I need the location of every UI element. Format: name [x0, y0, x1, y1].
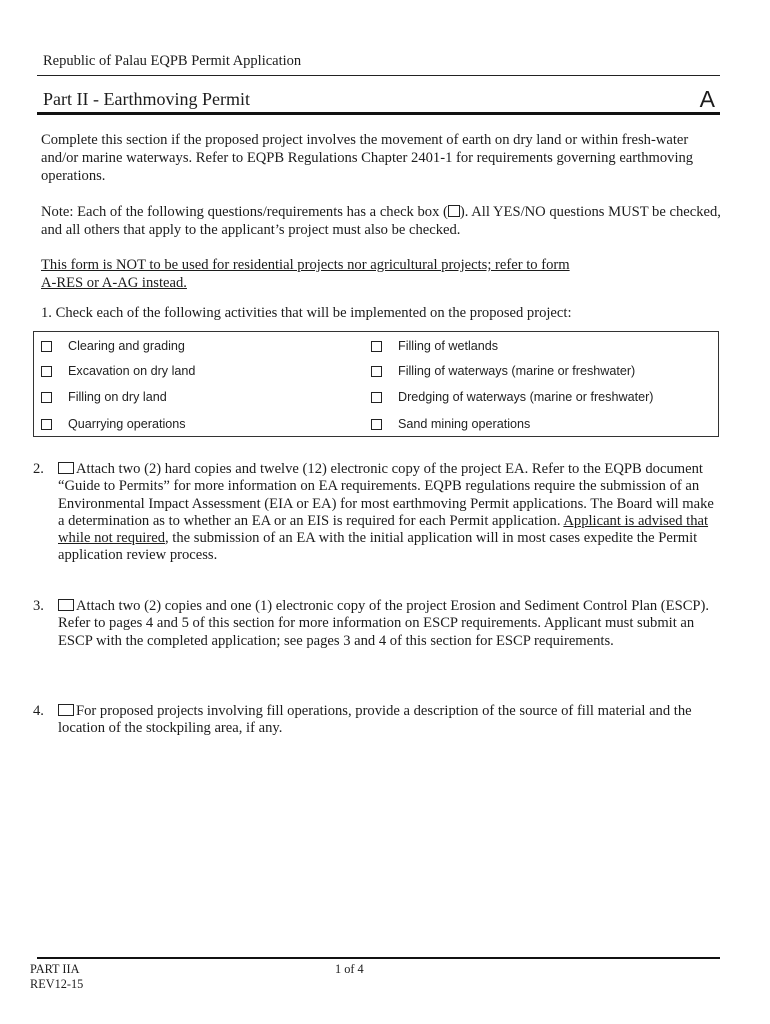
activity-label: Filling of waterways (marine or freshwater) — [398, 364, 636, 378]
footer-rule — [37, 957, 720, 959]
note-text-before: Note: Each of the following questions/requirements has a check box ( — [41, 204, 448, 220]
part-title: Part II - Earthmoving Permit — [43, 89, 250, 109]
question-1: 1. Check each of the following activities that will be implemented on the proposed project: — [41, 305, 572, 321]
activity-label: Quarrying operations — [68, 417, 186, 431]
item-number: 4. — [33, 703, 44, 719]
checkbox[interactable] — [41, 392, 52, 403]
item-2-text-after: , the submission of an EA with the initial application will in most cases expedite the Permit application review process. — [58, 530, 698, 564]
activity-label: Clearing and grading — [68, 339, 185, 353]
activity-label: Sand mining operations — [398, 417, 531, 431]
checkbox[interactable] — [371, 419, 382, 430]
checkbox-icon — [448, 205, 460, 217]
checkbox[interactable] — [41, 341, 52, 352]
checkbox[interactable] — [58, 599, 74, 611]
activities-box — [33, 331, 719, 437]
activity-label: Filling of wetlands — [398, 339, 499, 353]
note-text-after: ). All YES/NO questions MUST be checked, and all others that apply to the applicant’s project must also be checked. — [41, 204, 721, 238]
activity-clearing-grading[interactable] — [41, 339, 185, 353]
checkbox[interactable] — [58, 462, 74, 474]
item-2-text-underlined: Applicant is advised that while not required — [58, 512, 709, 547]
activity-dredging[interactable] — [371, 390, 653, 404]
item-number: 3. — [33, 598, 44, 614]
note-paragraph — [41, 203, 721, 239]
part-letter: A — [699, 86, 715, 112]
activity-filling-waterways[interactable] — [371, 364, 635, 378]
item-2-text-before: Attach two (2) hard copies and twelve (12) electronic copy of the project EA. Refer to the EQPB document “Guide to Permits” for more information on EA requirements. EQPB regulations require the submission of an Environmental Impact Assessment (EIA or EA) for most earthmoving Permit applications. The Board will make a determination as to whether an EA or an EIS is required for each Permit application. — [58, 461, 714, 529]
activity-label: Filling on dry land — [68, 390, 167, 404]
activity-quarrying[interactable] — [41, 417, 186, 431]
footer-part — [30, 962, 83, 992]
activity-filling-wetlands[interactable] — [371, 339, 498, 353]
checkbox[interactable] — [371, 341, 382, 352]
activity-label: Excavation on dry land — [68, 364, 196, 378]
item-4-text: For proposed projects involving fill operations, provide a description of the source of fill material and the location of the stockpiling area, if any. — [58, 703, 692, 737]
footer-part-label: PART IIA — [30, 962, 80, 976]
item-number: 2. — [33, 461, 44, 477]
part-rule — [37, 112, 720, 115]
notice-paragraph: This form is NOT to be used for residential projects nor agricultural projects; refer to form A-RES or A-AG instead. — [41, 257, 570, 291]
checkbox[interactable] — [41, 419, 52, 430]
page-number: 1 of 4 — [335, 962, 364, 976]
header-rule — [37, 75, 720, 76]
item-3-text: Attach two (2) copies and one (1) electronic copy of the project Erosion and Sediment Control Plan (ESCP). Refer to pages 4 and 5 of this section for more information on ESCP requirements. Applicant must submit an ESCP with the completed application; see pages 3 and 4 of this section for ESCP requirements. — [58, 598, 710, 649]
checkbox[interactable] — [371, 392, 382, 403]
activity-label: Dredging of waterways (marine or freshwater) — [398, 390, 654, 404]
intro-paragraph: Complete this section if the proposed project involves the movement of earth on dry land or within fresh-water and/or marine waterways. Refer to EQPB Regulations Chapter 2401-1 for requirements governing earthmoving operations. — [41, 132, 694, 184]
checkbox[interactable] — [371, 366, 382, 377]
checkbox[interactable] — [58, 704, 74, 716]
activity-excavation[interactable] — [41, 364, 195, 378]
form-header-title: Republic of Palau EQPB Permit Application — [43, 53, 302, 69]
activity-filling-dry-land[interactable] — [41, 390, 167, 404]
footer-revision: REV12-15 — [30, 977, 84, 991]
checkbox[interactable] — [41, 366, 52, 377]
activity-sand-mining[interactable] — [371, 417, 530, 431]
